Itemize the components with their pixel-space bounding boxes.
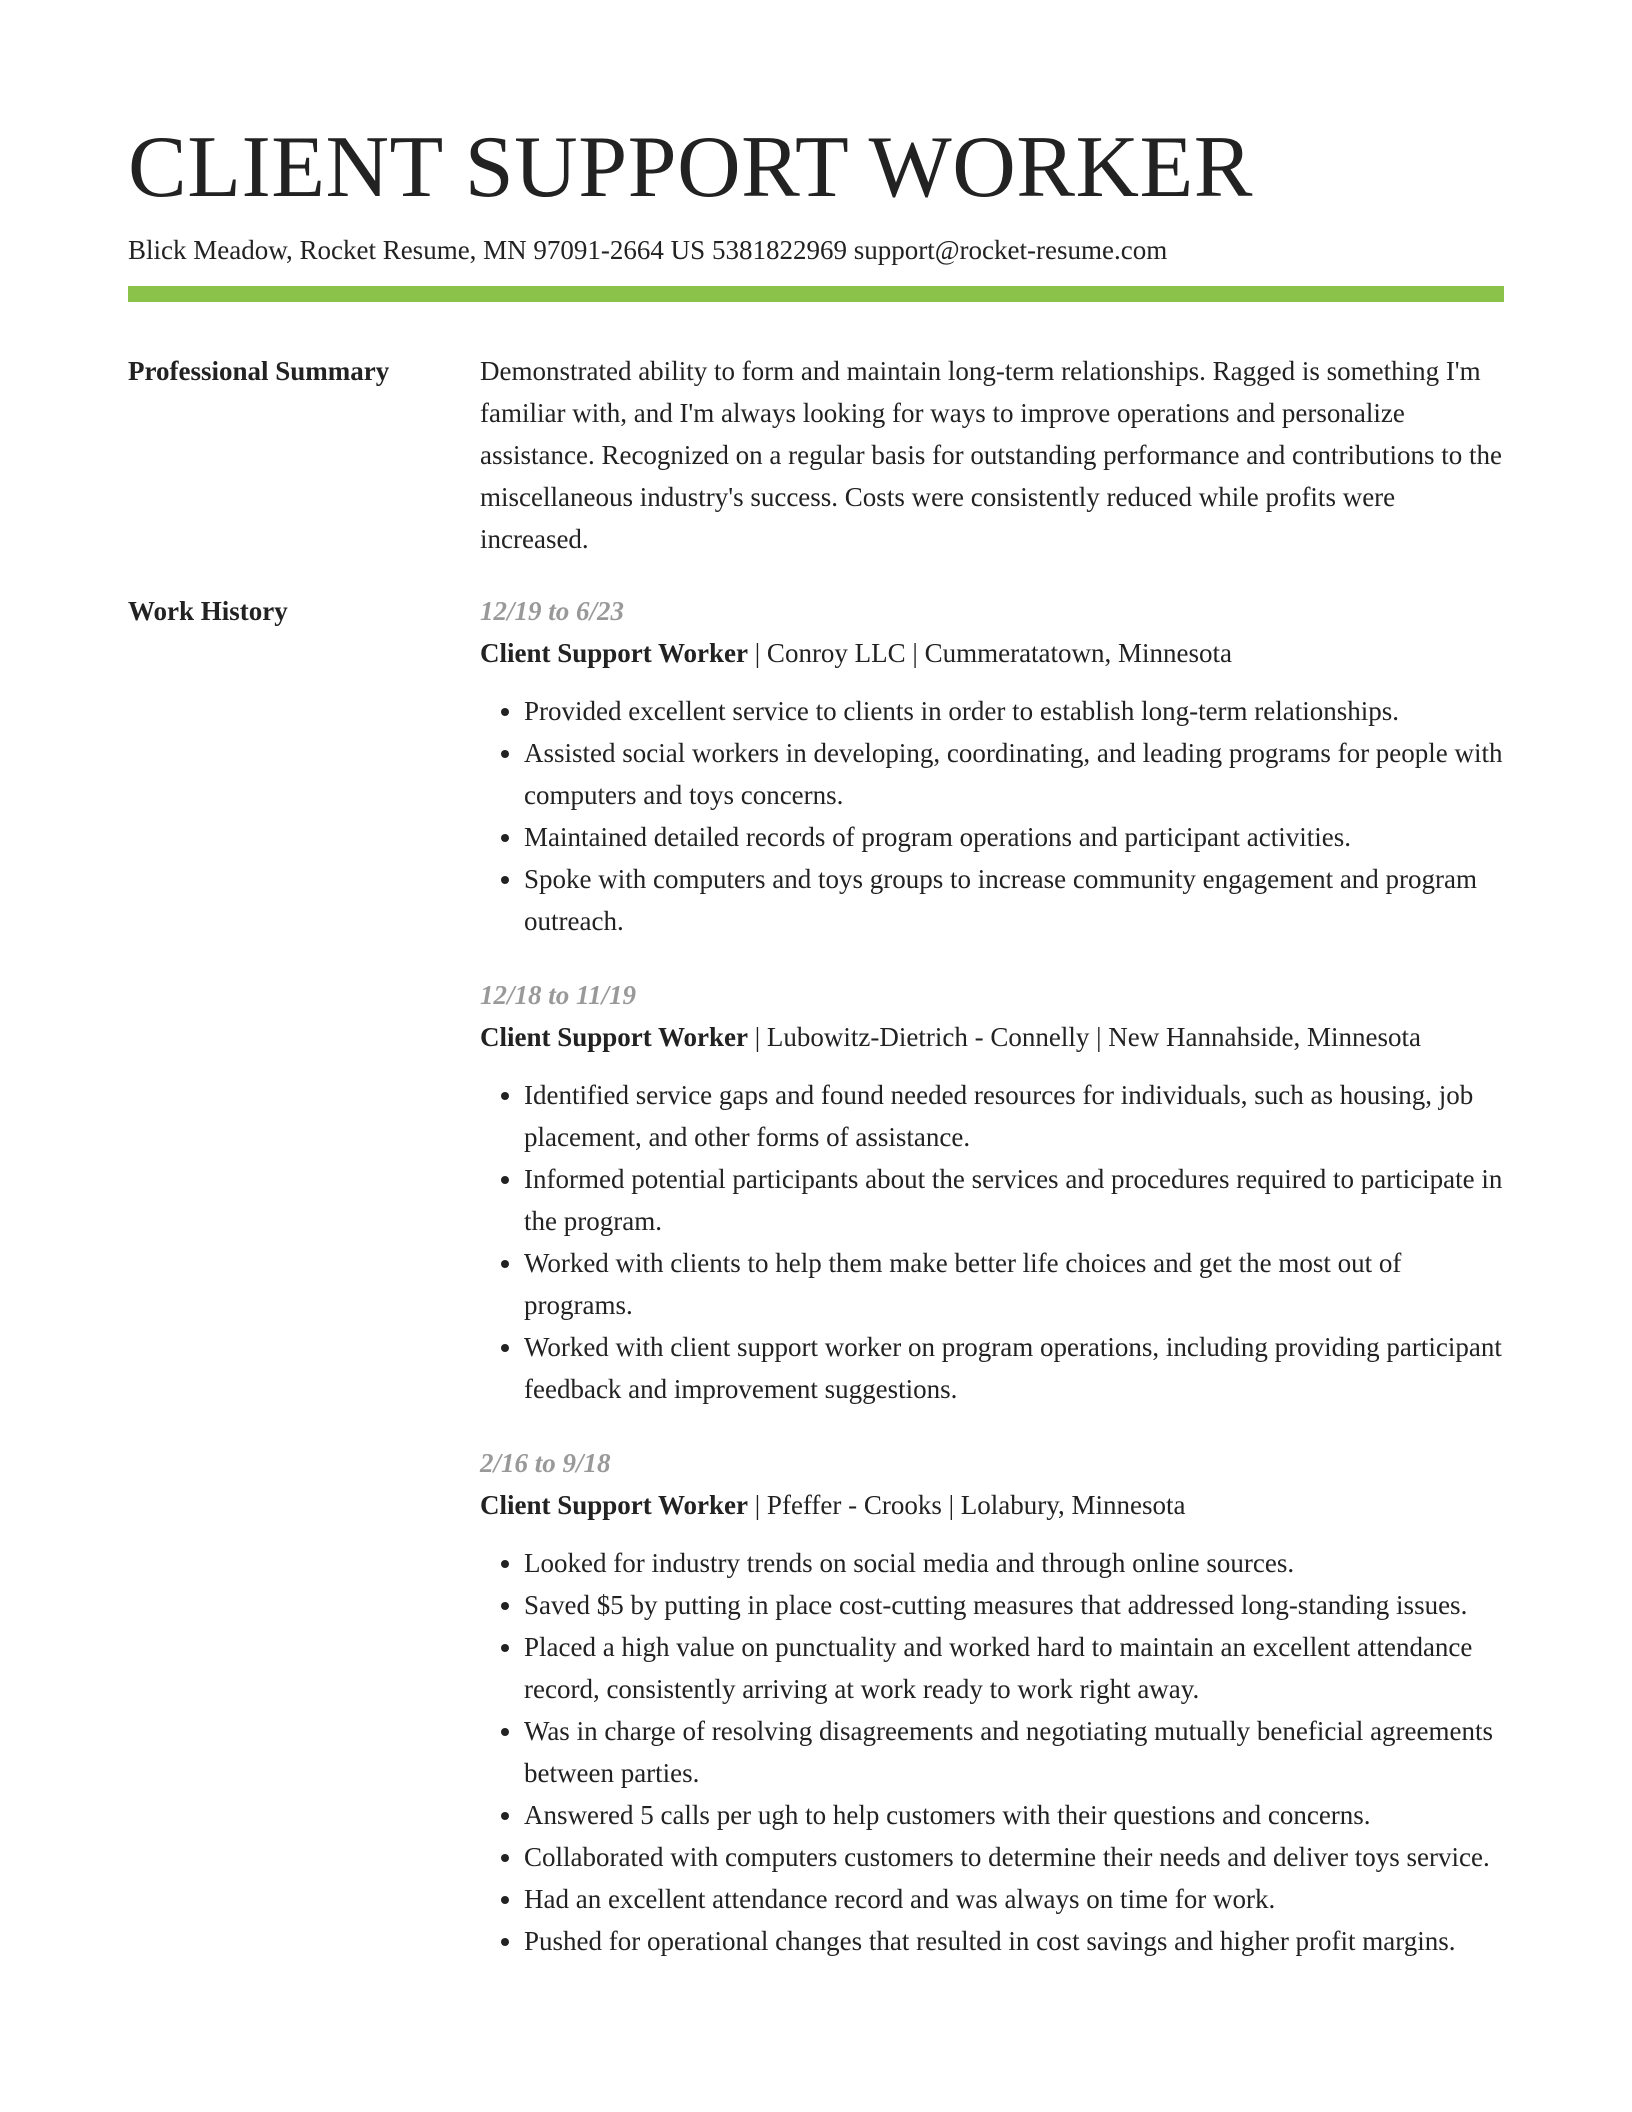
job-bullets [480, 690, 1504, 942]
job-title: Client Support Worker [480, 638, 749, 668]
job-bullet-item: • Informed potential participants about the services and procedures required to participate in the program. [524, 1158, 1504, 1242]
job-entry [480, 590, 1504, 942]
summary-text: Demonstrated ability to form and maintain long-term relationships. Ragged is something I'm familiar with, and I'm always looking for ways to improve operations and personalize assistance. Recognized on a regular basis for outstanding performance and contributions to the miscellaneous industry's success. Costs were consistently reduced while profits were increased. [480, 356, 1502, 554]
job-employer-location: | Conroy LLC | Cummeratatown, Minnesota [748, 638, 1233, 668]
job-employer-location: | Pfeffer - Crooks | Lolabury, Minnesota [748, 1490, 1186, 1520]
job-bullet-item: • Spoke with computers and toys groups to increase community engagement and program outreach. [524, 858, 1504, 942]
job-bullet-item: • Had an excellent attendance record and was always on time for work. [524, 1878, 1504, 1920]
job-bullets [480, 1542, 1504, 1962]
job-bullets [480, 1074, 1504, 1410]
accent-divider [128, 286, 1504, 302]
job-bullet-item: • Maintained detailed records of program operations and participant activities. [524, 816, 1504, 858]
job-dates: 2/16 to 9/18 [480, 1448, 611, 1478]
job-bullet-item: • Worked with client support worker on program operations, including providing participant feedback and improvement suggestions. [524, 1326, 1504, 1410]
job-heading [480, 1016, 1504, 1058]
job-bullet-item: • Pushed for operational changes that resulted in cost savings and higher profit margins. [524, 1920, 1504, 1962]
section-label-work-history: Work History [128, 596, 288, 626]
summary-body [480, 350, 1504, 560]
section-label-summary: Professional Summary [128, 356, 390, 386]
job-bullet-item: • Was in charge of resolving disagreements and negotiating mutually beneficial agreements between parties. [524, 1710, 1504, 1794]
resume-name: CLIENT SUPPORT WORKER [128, 119, 1253, 216]
work-history-section [128, 590, 1504, 1994]
job-bullet-item: • Worked with clients to help them make better life choices and get the most out of programs. [524, 1242, 1504, 1326]
job-dates: 12/19 to 6/23 [480, 596, 625, 626]
job-bullet-item: • Saved $5 by putting in place cost-cutting measures that addressed long-standing issues. [524, 1584, 1504, 1626]
job-bullet-item: • Placed a high value on punctuality and worked hard to maintain an excellent attendance record, consistently arriving at work ready to work right away. [524, 1626, 1504, 1710]
work-history-body [480, 590, 1504, 1994]
summary-section [128, 350, 1504, 560]
contact-line: Blick Meadow, Rocket Resume, MN 97091-2664 US 5381822969 support@rocket-resume.com [128, 235, 1168, 265]
job-bullet-item: • Looked for industry trends on social media and through online sources. [524, 1542, 1504, 1584]
job-bullet-item: • Assisted social workers in developing, coordinating, and leading programs for people with computers and toys concerns. [524, 732, 1504, 816]
job-bullet-item: • Answered 5 calls per ugh to help customers with their questions and concerns. [524, 1794, 1504, 1836]
job-bullet-item: • Identified service gaps and found needed resources for individuals, such as housing, job placement, and other forms of assistance. [524, 1074, 1504, 1158]
job-heading [480, 1484, 1504, 1526]
job-employer-location: | Lubowitz-Dietrich - Connelly | New Hannahside, Minnesota [748, 1022, 1421, 1052]
job-entry [480, 1442, 1504, 1962]
job-entry [480, 974, 1504, 1410]
job-bullet-item: • Provided excellent service to clients in order to establish long-term relationships. [524, 690, 1504, 732]
job-title: Client Support Worker [480, 1022, 749, 1052]
job-heading [480, 632, 1504, 674]
job-dates: 12/18 to 11/19 [480, 980, 637, 1010]
job-title: Client Support Worker [480, 1490, 749, 1520]
job-bullet-item: • Collaborated with computers customers to determine their needs and deliver toys service. [524, 1836, 1504, 1878]
